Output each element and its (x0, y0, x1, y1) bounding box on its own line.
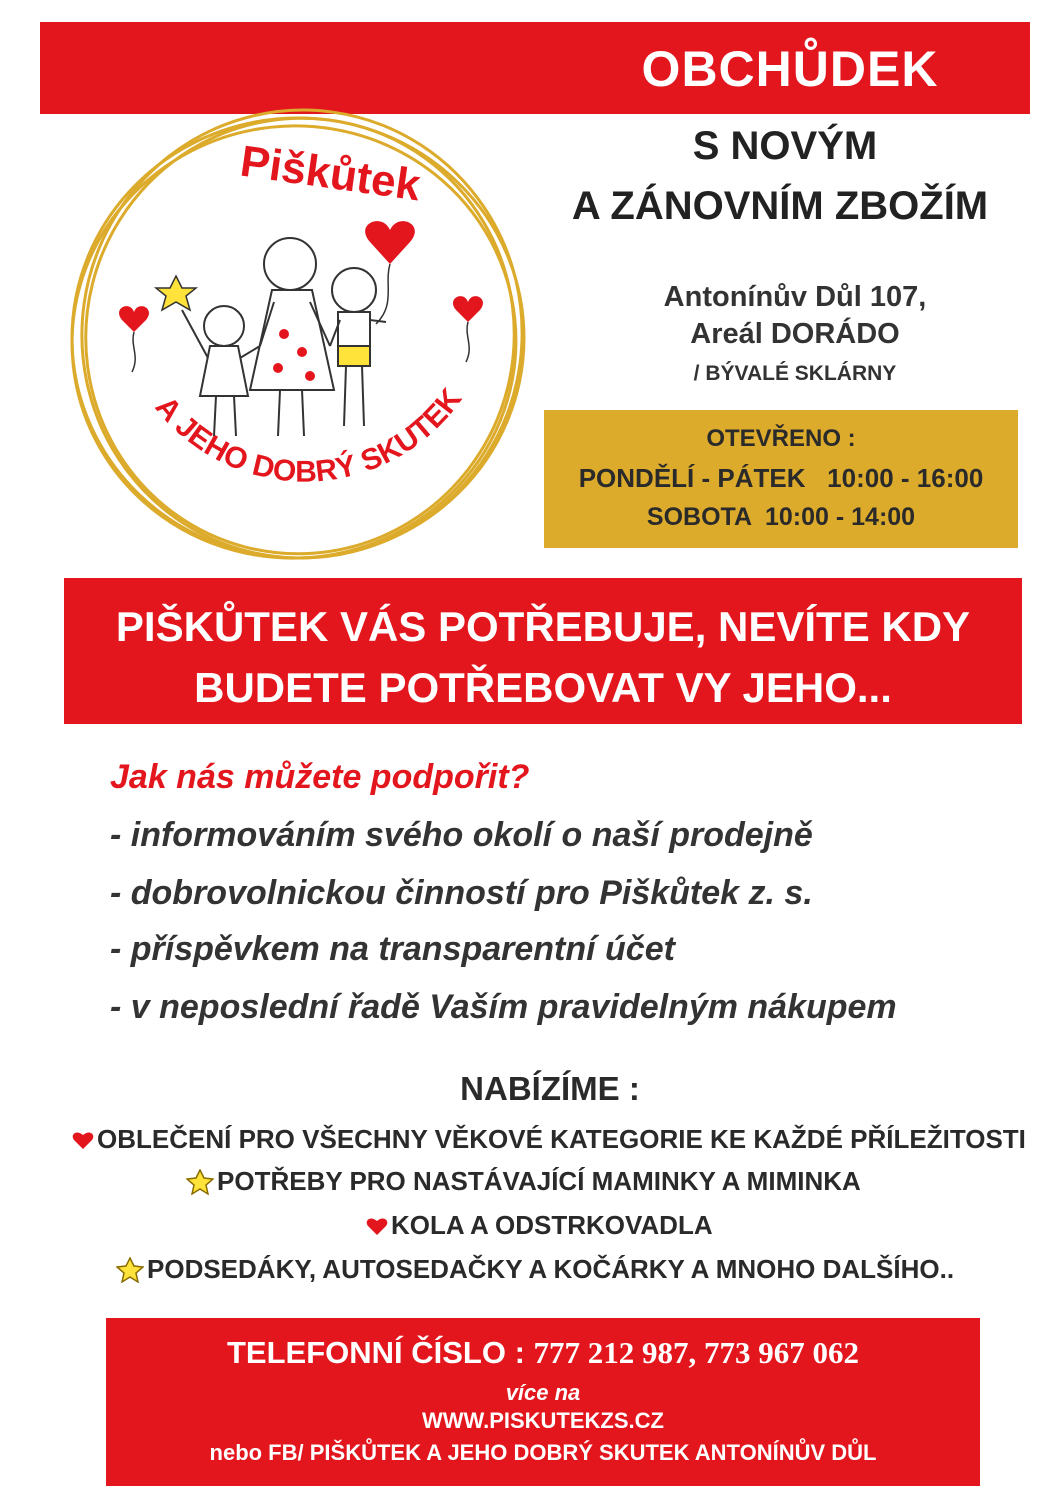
more-info-label: více na (505, 1380, 581, 1405)
star-icon (116, 1257, 144, 1283)
logo-arc-text: A JEHO DOBRÝ SKUTEK (148, 382, 469, 489)
piskutek-logo (40, 106, 540, 566)
offer-title: NABÍZÍME : (460, 1070, 640, 1107)
offer-item: PODSEDÁKY, AUTOSEDAČKY A KOČÁRKY A MNOHO DALŠÍHO.. (116, 1254, 954, 1285)
address-line-1: Antonínův Důl 107, (663, 281, 927, 313)
offer-item: POTŘEBY PRO NASTÁVAJÍCÍ MAMINKY A MIMINKA (186, 1166, 861, 1197)
address-line-2: Areál DORÁDO (690, 318, 900, 350)
slogan-line-1: PIŠKŮTEK VÁS POTŘEBUJE, NEVÍTE KDY (115, 603, 971, 650)
opening-hours-weekdays: PONDĚLÍ - PÁTEK 10:00 - 16:00 (578, 463, 984, 493)
support-question: Jak nás můžete podpořit? (110, 758, 530, 796)
support-item: - dobrovolnickou činností pro Piškůtek z. s. (110, 874, 813, 912)
heart-icon (366, 1216, 388, 1236)
subtitle-line-1: S NOVÝM (692, 124, 878, 168)
support-item: - informováním svého okolí o naší prodejně (110, 816, 813, 854)
website-link[interactable]: WWW.PISKUTEKZS.CZ (422, 1408, 664, 1433)
facebook-link[interactable]: nebo FB/ PIŠKŮTEK A JEHO DOBRÝ SKUTEK ANTONÍNŮV DŮL (209, 1440, 877, 1465)
heart-icon (72, 1130, 94, 1150)
shop-title: OBCHŮDEK (641, 41, 939, 97)
opening-hours-title: OTEVŘENO : (706, 425, 856, 452)
slogan-line-2: BUDETE POTŘEBOVAT VY JEHO... (194, 664, 892, 711)
support-item: - v neposlední řadě Vaším pravidelným nákupem (110, 988, 897, 1026)
phone-line (106, 1335, 980, 1371)
subtitle-line-2: A ZÁNOVNÍM ZBOŽÍM (571, 184, 989, 228)
logo-name: Piškůtek (237, 136, 424, 211)
support-item: - příspěvkem na transparentní účet (110, 930, 675, 968)
offer-item: KOLA A ODSTRKOVADLA (366, 1210, 713, 1241)
offer-item: OBLEČENÍ PRO VŠECHNY VĚKOVÉ KATEGORIE KE KAŽDÉ PŘÍLEŽITOSTI (72, 1124, 1026, 1155)
phone-numbers: 777 212 987, 773 967 062 (533, 1335, 860, 1370)
address-line-3: / BÝVALÉ SKLÁRNY (693, 362, 897, 385)
star-icon (186, 1169, 214, 1195)
phone-label: TELEFONNÍ ČÍSLO : (226, 1335, 534, 1370)
opening-hours-saturday: SOBOTA 10:00 - 14:00 (646, 503, 916, 531)
